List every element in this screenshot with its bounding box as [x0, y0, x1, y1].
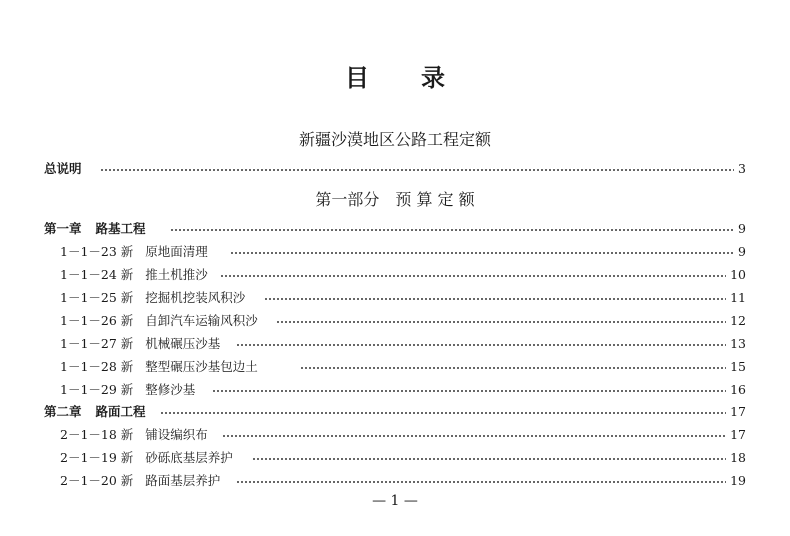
dot-leader: [230, 252, 734, 254]
section-title: 挖掘机挖装风积沙: [145, 290, 246, 305]
section-title: 推土机推沙: [145, 267, 208, 282]
toc-row: [0, 356, 790, 376]
section-code: 1－1－29 新: [60, 382, 134, 397]
section-title: 机械碾压沙基: [145, 336, 221, 351]
dot-leader: [236, 344, 726, 346]
toc-row-general: [0, 158, 790, 178]
dot-leader: [252, 458, 726, 460]
toc-row-chapter-1: [0, 218, 790, 238]
toc-entry: [60, 265, 208, 283]
section-code: 1－1－28 新: [60, 359, 134, 374]
part-name: 预 算 定 额: [395, 190, 475, 209]
dot-leader: [222, 435, 726, 437]
chapter-heading: [44, 219, 146, 237]
dot-leader: [300, 367, 726, 369]
toc-entry: [60, 425, 208, 443]
toc-page-number: 10: [730, 266, 746, 282]
chapter-title: 路基工程: [95, 221, 146, 236]
section-code: 1－1－24 新: [60, 267, 134, 282]
title-char-2: 录: [421, 64, 445, 92]
toc-row: [0, 287, 790, 307]
toc-page-number: 11: [730, 289, 746, 305]
chapter-heading: [44, 402, 146, 420]
toc-entry: [60, 448, 233, 466]
toc-entry: [60, 288, 245, 306]
section-title: 原地面清理: [145, 244, 208, 259]
dot-leader: [276, 321, 726, 323]
toc-page-number: 17: [730, 403, 746, 419]
section-title: 铺设编织布: [145, 427, 208, 442]
section-code: 2－1－18 新: [60, 427, 134, 442]
section-code: 1－1－25 新: [60, 290, 134, 305]
chapter-number: 第二章: [44, 404, 82, 419]
toc-page-number: 9: [738, 243, 746, 259]
dot-leader: [264, 298, 726, 300]
toc-entry: [60, 471, 220, 489]
dot-leader: [220, 275, 726, 277]
book-subtitle: 新疆沙漠地区公路工程定额: [298, 130, 491, 149]
toc-page-number: 17: [730, 426, 746, 442]
toc-entry: [60, 311, 258, 329]
toc-row: [0, 241, 790, 261]
section-title: 路面基层养护: [145, 473, 221, 488]
toc-page-number: 16: [730, 381, 746, 397]
toc-page-number: 12: [730, 312, 746, 328]
toc-row-chapter-2: [0, 401, 790, 421]
toc-label-general: 总说明: [44, 161, 82, 176]
chapter-number: 第一章: [44, 221, 82, 236]
part-heading: [0, 187, 790, 210]
section-code: 2－1－19 新: [60, 450, 134, 465]
section-code: 1－1－23 新: [60, 244, 134, 259]
section-code: 2－1－20 新: [60, 473, 134, 488]
toc-page-number: 9: [738, 220, 746, 236]
dot-leader: [212, 390, 726, 392]
toc-row: [0, 424, 790, 444]
section-title: 自卸汽车运输风积沙: [145, 313, 258, 328]
toc-entry: [60, 380, 195, 398]
toc-page-number: 18: [730, 449, 746, 465]
toc-row: [0, 333, 790, 353]
toc-entry: [60, 334, 220, 352]
toc-entry: [60, 357, 258, 375]
toc-page-number: 19: [730, 472, 746, 488]
page-title: [0, 58, 790, 93]
section-title: 整型碾压沙基包边土: [145, 359, 258, 374]
section-code: 1－1－27 新: [60, 336, 134, 351]
section-title: 砂砾底基层养护: [145, 450, 233, 465]
part-number: 第一部分: [315, 190, 380, 209]
dot-leader: [160, 412, 726, 414]
toc-row: [0, 264, 790, 284]
section-code: 1－1－26 新: [60, 313, 134, 328]
section-title: 整修沙基: [145, 382, 196, 397]
toc-page-number: 13: [730, 335, 746, 351]
dot-leader: [170, 229, 734, 231]
toc-row: [0, 379, 790, 399]
chapter-title: 路面工程: [95, 404, 146, 419]
page-number-footer: — 1 —: [372, 493, 418, 509]
toc-entry: [60, 242, 208, 260]
toc-page-number: 15: [730, 358, 746, 374]
dot-leader: [100, 169, 734, 171]
dot-leader: [236, 481, 726, 483]
toc-row: [0, 310, 790, 330]
toc-page-general: 3: [738, 160, 746, 176]
title-char-1: 目: [345, 64, 369, 92]
toc-row: [0, 470, 790, 490]
toc-row: [0, 447, 790, 467]
